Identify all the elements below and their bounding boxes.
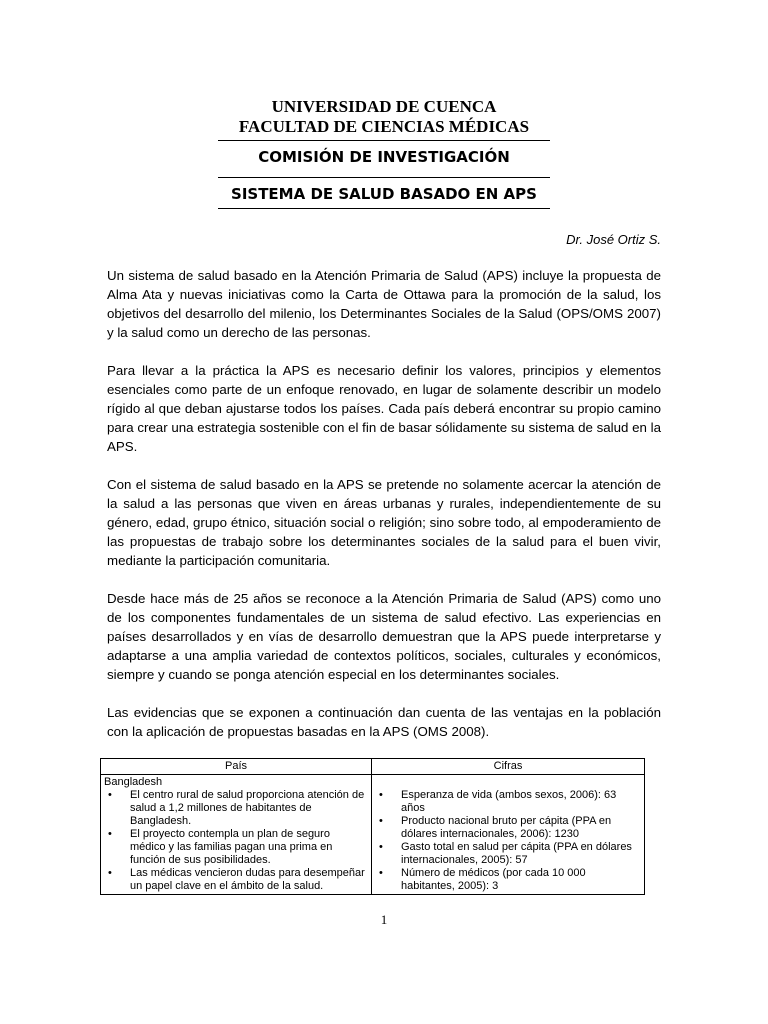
author-name: Dr. José Ortiz S. — [566, 232, 661, 247]
faculty-name: FACULTAD DE CIENCIAS MÉDICAS — [238, 117, 530, 136]
list-item: • El centro rural de salud proporciona atención de salud a 1,2 millones de habitantes de Bangladesh. — [108, 789, 365, 827]
table-row — [101, 775, 645, 895]
paragraph-4: Desde hace más de 25 años se reconoce a la Atención Primaria de Salud (APS) como uno de los componentes fundamentales de un sistema de salud efectivo. Las experiencias en países desarrollados y en vías de desarrollo demuestran que la APS puede interpretarse y adaptarse a una amplia variedad de contextos políticos, sociales, culturales y económicos, siempre y cuando se ponga atención especial en los determinantes sociales. — [107, 591, 661, 682]
list-item: • El proyecto contempla un plan de seguro médico y las familias pagan una prima en función de sus posibilidades. — [108, 828, 333, 866]
university-name: UNIVERSIDAD DE CUENCA — [271, 97, 497, 116]
header-rule-middle — [218, 177, 550, 178]
list-item: • Producto nacional bruto per cápita (PPA en dólares internacionales, 2006): 1230 — [379, 815, 612, 840]
bullet-icon: • — [379, 789, 383, 801]
column-header-country: País — [101, 759, 372, 775]
figures-cell — [372, 775, 645, 895]
country-facts-list — [104, 789, 368, 893]
document-title: SISTEMA DE SALUD BASADO EN APS — [231, 185, 537, 203]
list-item: • Número de médicos (por cada 10 000 habitantes, 2005): 3 — [379, 867, 586, 892]
document-header — [218, 97, 550, 137]
country-cell — [101, 775, 372, 895]
paragraph-5: Las evidencias que se exponen a continuación dan cuenta de las ventajas en la población con la aplicación de propuestas basadas en la APS (OMS 2008). — [107, 705, 661, 739]
column-header-figures: Cifras — [372, 759, 645, 775]
evidence-table — [100, 758, 645, 895]
paragraph-1: Un sistema de salud basado en la Atención Primaria de Salud (APS) incluye la propuesta de Alma Ata y nuevas iniciativas como la Carta de Ottawa para la promoción de la salud, los objetivos del desarrollo del milenio, los Determinantes Sociales de la Salud (OPS/OMS 2007) y la salud como un derecho de las personas. — [107, 268, 661, 340]
bullet-icon: • — [379, 815, 383, 827]
paragraph-3: Con el sistema de salud basado en la APS se pretende no solamente acercar la atención de la salud a las personas que viven en áreas urbanas y rurales, independientemente de su género, edad, grupo étnico, situación social o religión; sino sobre todo, al empoderamiento de las propuestas de trabajo sobre los determinantes sociales de la salud para el buen vivir, mediante la participación comunitaria. — [107, 477, 661, 568]
bullet-icon: • — [379, 867, 383, 879]
country-name: Bangladesh — [104, 776, 163, 788]
list-item: • Esperanza de vida (ambos sexos, 2006): 63 años — [379, 789, 617, 814]
bullet-icon: • — [108, 867, 112, 879]
commission-title: COMISIÓN DE INVESTIGACIÓN — [258, 148, 510, 166]
bullet-icon: • — [108, 828, 112, 840]
list-item: • Las médicas vencieron dudas para desempeñar un papel clave en el ámbito de la salud. — [108, 867, 365, 892]
list-item: • Gasto total en salud per cápita (PPA en dólares internacionales, 2005): 57 — [379, 841, 632, 866]
header-rule-bottom — [218, 208, 550, 209]
header-rule-top — [218, 140, 550, 141]
bullet-icon: • — [379, 841, 383, 853]
figures-list — [375, 789, 641, 893]
paragraph-2: Para llevar a la práctica la APS es necesario definir los valores, principios y elementos esenciales como parte de un enfoque renovado, en lugar de solamente describir un modelo rígido al que deban ajustarse todos los países. Cada país deberá encontrar su propio camino para crear una estrategia sostenible con el fin de basar sólidamente su sistema de salud en la APS. — [107, 363, 661, 454]
page-number: 1 — [380, 912, 388, 927]
bullet-icon: • — [108, 789, 112, 801]
table-header-row — [101, 759, 645, 775]
